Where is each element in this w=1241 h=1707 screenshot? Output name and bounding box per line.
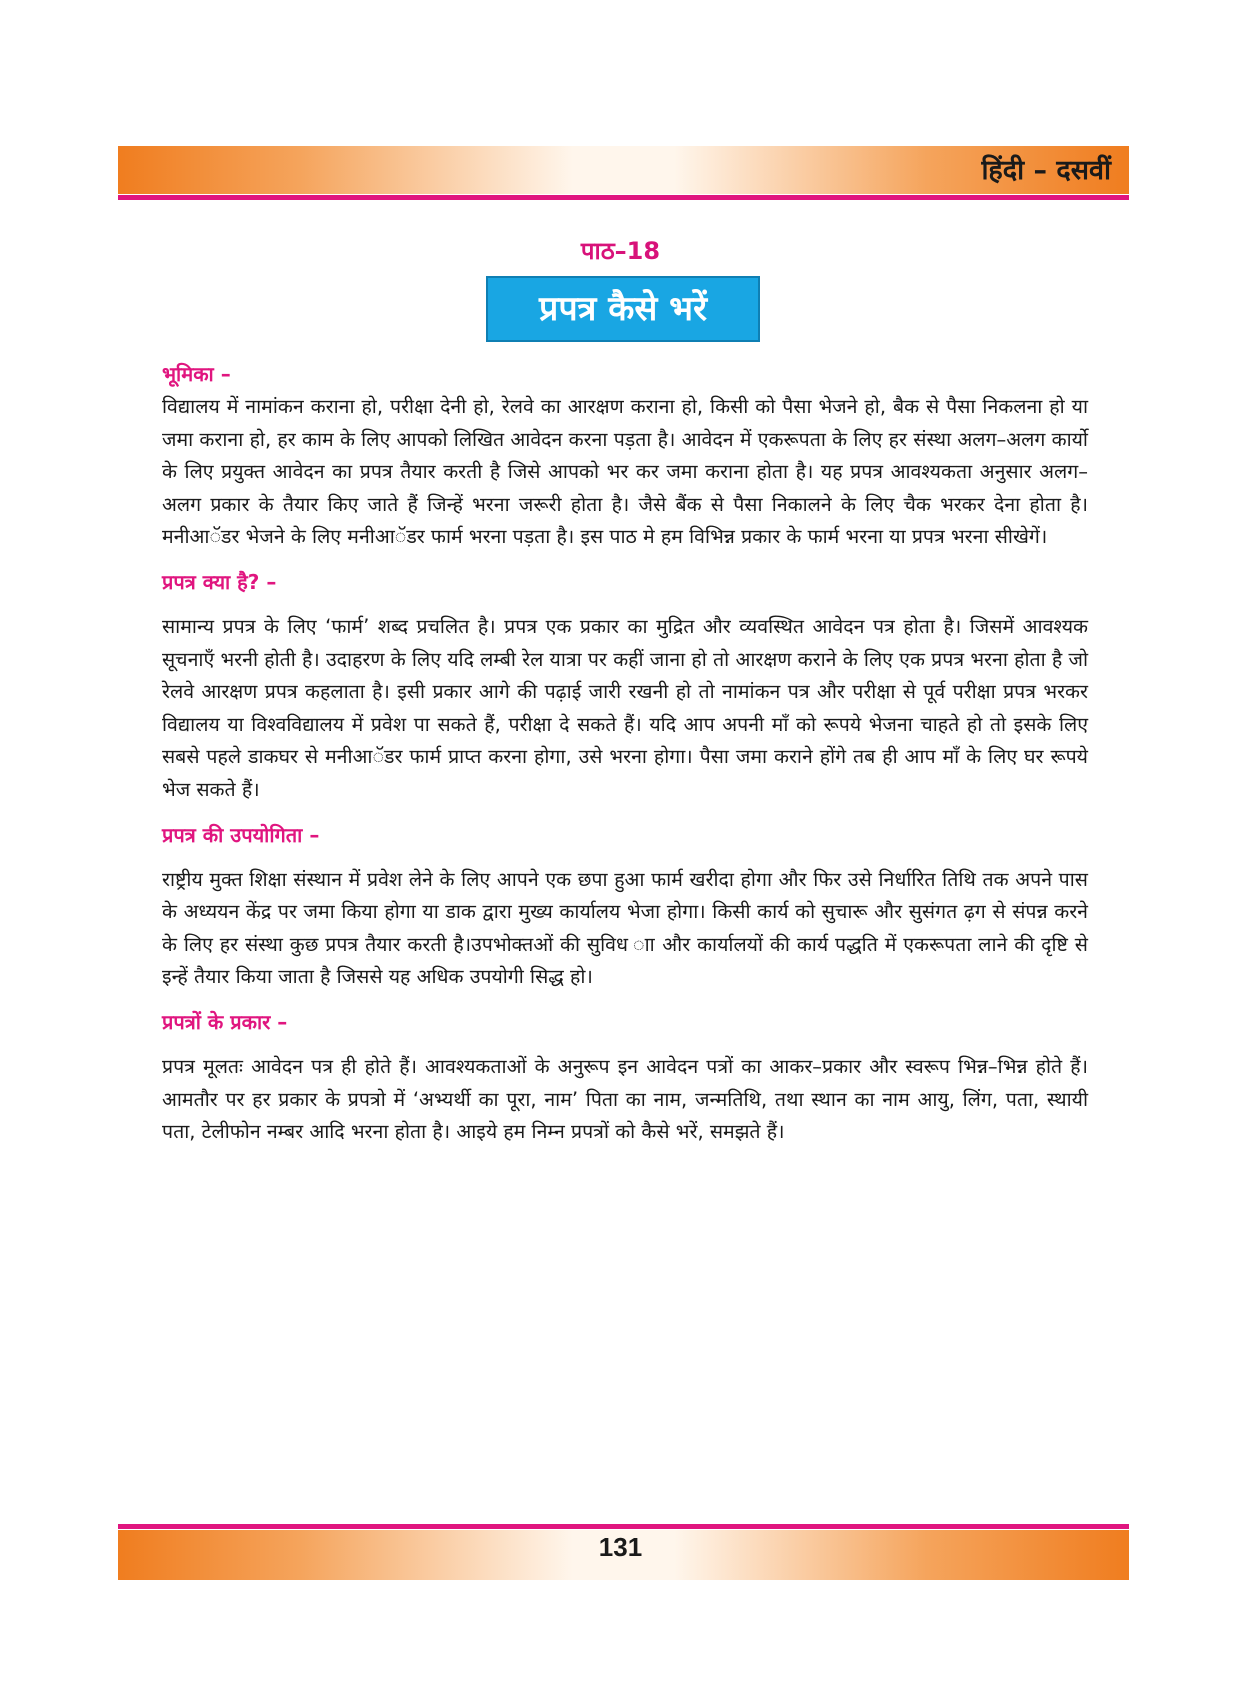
section-text-types: प्रपत्र मूलतः आवेदन पत्र ही होते हैं। आवश्यकताओं के अनुरूप इन आवेदन पत्रों का आकर–प्रकार और स्वरूप भिन्न–भिन्न होते हैं। आमतौर पर हर प्रकार के प्रपत्रो में ‘अभ्यर्थी का पूरा, नाम’ पिता का नाम, जन्मतिथि, तथा स्थान का नाम आयु, लिंग, पता, स्थायी पता, टेलीफोन नम्बर आदि भरना होता है। आइये हम निम्न प्रपत्रों को कैसे भरें, समझते हैं। bbox=[162, 1054, 1088, 1144]
page-number: 131 bbox=[598, 1532, 643, 1562]
section-heading-utility: प्रपत्र की उपयोगिता – bbox=[162, 822, 320, 847]
section-text-utility: राष्ट्रीय मुक्त शिक्षा संस्थान में प्रवेश लेने के लिए आपने एक छपा हुआ फार्म खरीदा होगा और फिर उसे निर्धारित तिथि तक अपने पास के अध्ययन केंद्र पर जमा किया होगा या डाक द्वारा मुख्य कार्यालय भेजा होगा। किसी कार्य को सुचारू और सुसंगत ढ़ग से संपन्न करने के लिए हर संस्था कुछ प्रपत्र तैयार करती है।उपभोक्तओं की सुविध ाा और कार्यालयों की कार्य पद्धति में एकरूपता लाने की दृष्टि से इन्हें तैयार किया जाता है जिससे यह अधिक उपयोगी सिद्ध हो। bbox=[162, 867, 1088, 989]
header-band bbox=[118, 146, 1129, 194]
header-rule bbox=[118, 195, 1129, 200]
section-heading-what: प्रपत्र क्या है? – bbox=[162, 569, 277, 594]
section-text-intro: विद्यालय में नामांकन कराना हो, परीक्षा देनी हो, रेलवे का आरक्षण कराना हो, किसी को पैसा भेजने हो, बैक से पैसा निकलना हो या जमा कराना हो, हर काम के लिए आपको लिखित आवेदन करना पड़ता है। आवेदन में एकरूपता के लिए हर संस्था अलग–अलग कार्यो के लिए प्रयुक्त आवेदन का प्रपत्र तैयार करती है जिसे आपको भर कर जमा कराना होता है। यह प्रपत्र आवश्यकता अनुसार अलग–अलग प्रकार के तैयार किए जाते हैं जिन्हें भरना जरूरी होता है। जैसे बैंक से पैसा निकालने के लिए चैक भरकर देना होता है। मनीआॅडर भेजने के लिए मनीआॅडर फार्म भरना पड़ता है। इस पाठ मे हम विभिन्न प्रकार के फार्म भरना या प्रपत्र भरना सीखेगें। bbox=[162, 395, 1088, 549]
section-heading-types: प्रपत्रों के प्रकार – bbox=[162, 1009, 288, 1034]
section-heading-intro: भूमिका – bbox=[162, 362, 231, 386]
section-text-what: सामान्य प्रपत्र के लिए ‘फार्म’ शब्द प्रचलित है। प्रपत्र एक प्रकार का मुद्रित और व्यवस्थित आवेदन पत्र होता है। जिसमें आवश्यक सूचनाएँ भरनी होती है। उदाहरण के लिए यदि लम्बी रेल यात्रा पर कहीं जाना हो तो आरक्षण कराने के लिए एक प्रपत्र भरना होता है जो रेलवे आरक्षण प्रपत्र कहलाता है। इसी प्रकार आगे की पढ़ाई जारी रखनी हो तो नामांकन पत्र और परीक्षा से पूर्व परीक्षा प्रपत्र भरकर विद्यालय या विश्वविद्यालय में प्रवेश पा सकते हैं, परीक्षा दे सकते हैं। यदि आप अपनी माँ को रूपये भेजना चाहते हो तो इसके लिए सबसे पहले डाकघर से मनीआॅडर फार्म प्राप्त करना होगा, उसे भरना होगा। पैसा जमा कराने होंगे तब ही आप माँ के लिए घर रूपये भेज सकते हैं। bbox=[162, 614, 1088, 801]
lesson-content bbox=[162, 360, 1088, 1149]
lesson-title: प्रपत्र कैसे भरें bbox=[486, 276, 760, 342]
subject-title: हिंदी – दसवीं bbox=[981, 155, 1111, 186]
footer-rule bbox=[118, 1524, 1129, 1529]
lesson-number: पाठ–18 bbox=[580, 237, 661, 265]
